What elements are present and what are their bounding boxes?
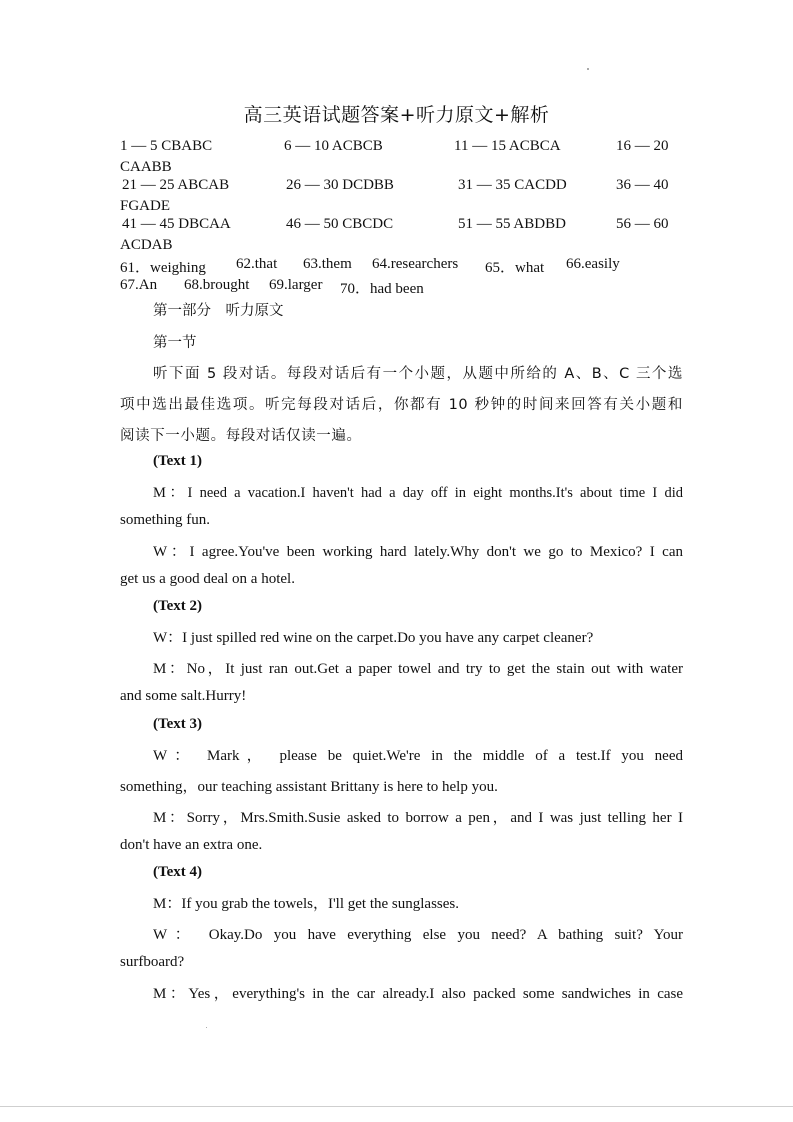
page-bottom-rule — [0, 1106, 793, 1107]
dialogue-line: and some salt.Hurry! — [120, 688, 247, 704]
answer-group: 11 — 15 ACBCA — [454, 138, 561, 154]
answer-group: 21 — 25 ABCAB — [122, 177, 230, 193]
dialogue-line: don't have an extra one. — [120, 837, 263, 853]
dialogue-line: get us a good deal on a hotel. — [120, 571, 295, 587]
page-title: 高三英语试题答案+听力原文+解析 — [243, 104, 550, 126]
answer-group: 26 — 30 DCDBB — [286, 177, 394, 193]
text-label: (Text 4) — [153, 864, 203, 880]
dialogue-line: W： Mark， please be quiet.We're in the middle of a test.If you need — [153, 748, 683, 764]
dialogue-line: M：Yes，everything's in the car already.I also packed some sandwiches in case — [153, 986, 683, 1002]
answer-row-1-wrap: CAABB — [120, 159, 172, 175]
dialogue-line: M：If you grab the towels，I'll get the sunglasses. — [153, 896, 459, 912]
fill-answer: 65．what — [485, 260, 545, 276]
answer-row-2-wrap: FGADE — [120, 198, 171, 214]
answer-group: 46 — 50 CBCDC — [286, 216, 394, 232]
answer-group: 31 — 35 CACDD — [458, 177, 567, 193]
fill-answer: 70．had been — [340, 281, 424, 297]
answer-group: 51 — 55 ABDBD — [458, 216, 566, 232]
dialogue-line: something，our teaching assistant Brittany is here to help you. — [120, 779, 498, 795]
dialogue-line: M：Sorry，Mrs.Smith.Susie asked to borrow a pen，and I was just telling her I — [153, 810, 683, 826]
fill-answer: 68.brought — [184, 277, 250, 293]
answer-group: 16 — 20 — [616, 138, 669, 154]
fill-answer: 64.researchers — [372, 256, 459, 272]
dialogue-line: M：I need a vacation.I haven't had a day off in eight months.It's about time I did — [153, 485, 683, 501]
scan-speck — [206, 1027, 207, 1028]
part1-heading: 第一部分 听力原文 — [153, 303, 284, 319]
fill-answer: 62.that — [236, 256, 278, 272]
dialogue-line: surfboard? — [120, 954, 185, 970]
answer-row-1 — [120, 138, 683, 158]
answer-group: 1 — 5 CBABC — [120, 138, 213, 154]
instruction-line: 阅读下一小题。每段对话仅读一遍。 — [120, 428, 362, 444]
fill-answer: 61．weighing — [120, 260, 206, 276]
dialogue-line: something fun. — [120, 512, 210, 528]
answer-group: 36 — 40 — [616, 177, 669, 193]
fill-answer: 67.An — [120, 277, 158, 293]
text-label: (Text 1) — [153, 453, 203, 469]
section1-heading: 第一节 — [153, 335, 197, 351]
answer-group: 56 — 60 — [616, 216, 669, 232]
text-label: (Text 3) — [153, 716, 203, 732]
dialogue-line: W：I agree.You've been working hard lately.Why don't we go to Mexico? I can — [153, 544, 683, 560]
answer-row-3-wrap: ACDAB — [120, 237, 173, 253]
answer-group: 41 — 45 DBCAA — [122, 216, 231, 232]
answer-group: 6 — 10 ACBCB — [284, 138, 383, 154]
instruction-line: 听下面 5 段对话。每段对话后有一个小题，从题中所给的 A、B、C 三个选 — [153, 366, 683, 382]
answer-row-2 — [120, 177, 683, 197]
dialogue-line: W：I just spilled red wine on the carpet.Do you have any carpet cleaner? — [153, 630, 594, 646]
dialogue-line: M：No，It just ran out.Get a paper towel and try to get the stain out with water — [153, 661, 683, 677]
answer-row-3 — [120, 216, 683, 236]
dialogue-line: W： Okay.Do you have everything else you need? A bathing suit? Your — [153, 927, 683, 943]
scan-speck — [587, 68, 589, 70]
text-label: (Text 2) — [153, 598, 203, 614]
fill-answer: 69.larger — [269, 277, 323, 293]
fill-answer: 66.easily — [566, 256, 620, 272]
instruction-line: 项中选出最佳选项。听完每段对话后，你都有 10 秒钟的时间来回答有关小题和 — [120, 397, 683, 413]
fill-answer: 63.them — [303, 256, 352, 272]
